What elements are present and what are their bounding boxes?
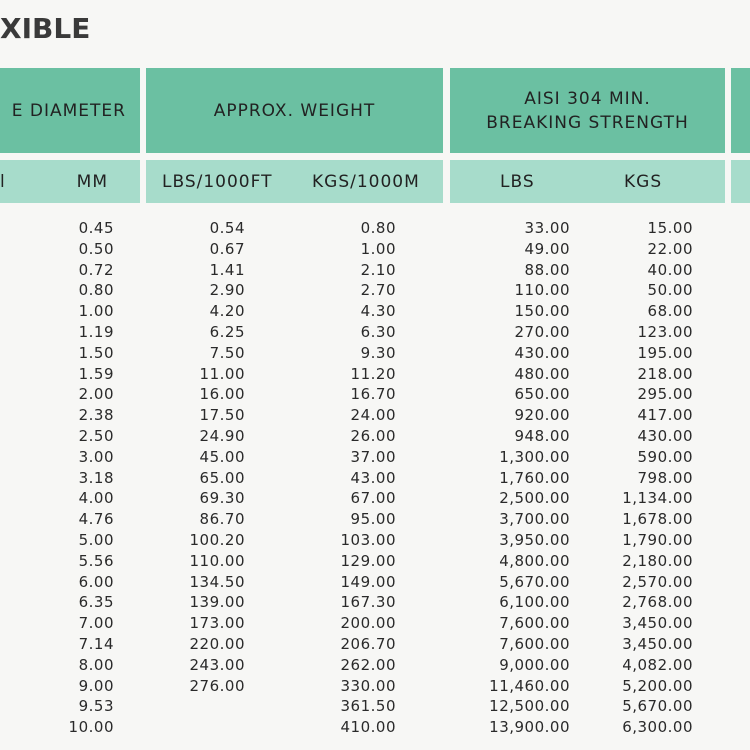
cell-kgs-per-1000m: 9.30 (360, 343, 396, 362)
table-row (0, 509, 750, 530)
cell-lbs-per-1000ft: 110.00 (189, 551, 245, 570)
cell-mm: 2.50 (78, 426, 114, 445)
cell-breaking-kgs: 5,670.00 (622, 697, 693, 716)
cell-kgs-per-1000m: 167.30 (340, 593, 396, 612)
cell-mm: 7.14 (78, 634, 114, 653)
cell-breaking-lbs: 948.00 (514, 426, 570, 445)
cell-mm: 2.00 (78, 385, 114, 404)
cell-breaking-lbs: 4,800.00 (499, 551, 570, 570)
cell-lbs-per-1000ft: 69.30 (199, 489, 245, 508)
cell-breaking-lbs: 650.00 (514, 385, 570, 404)
subheader-mm: MM (76, 171, 108, 192)
cell-lbs-per-1000ft: 220.00 (189, 634, 245, 653)
cell-kgs-per-1000m: 16.70 (350, 385, 396, 404)
cell-kgs-per-1000m: 103.00 (340, 530, 396, 549)
subheader-kgs: KGS (624, 171, 663, 192)
cell-breaking-kgs: 430.00 (637, 426, 693, 445)
cell-lbs-per-1000ft: 0.54 (209, 219, 245, 237)
cell-kgs-per-1000m: 2.70 (360, 281, 396, 300)
cell-breaking-kgs: 5,200.00 (622, 676, 693, 695)
cell-breaking-lbs: 13,900.00 (489, 718, 570, 737)
subheader-inch-fragment: l (0, 171, 6, 192)
cell-kgs-per-1000m: 2.10 (360, 260, 396, 279)
cell-kgs-per-1000m: 4.30 (360, 302, 396, 321)
table-row (0, 426, 750, 447)
cell-lbs-per-1000ft: 16.00 (199, 385, 245, 404)
page-title: XIBLE (0, 12, 91, 45)
cell-breaking-kgs: 1,134.00 (622, 489, 693, 508)
cell-kgs-per-1000m: 410.00 (340, 718, 396, 737)
cell-kgs-per-1000m: 67.00 (350, 489, 396, 508)
cell-breaking-kgs: 22.00 (647, 239, 693, 258)
table-row (0, 384, 750, 405)
subheader-next-column (731, 160, 750, 203)
cell-breaking-kgs: 295.00 (637, 385, 693, 404)
cell-mm: 10.00 (68, 718, 114, 737)
table-row (0, 301, 750, 322)
cell-kgs-per-1000m: 361.50 (340, 697, 396, 716)
cell-breaking-lbs: 11,460.00 (489, 676, 570, 695)
cell-mm: 6.00 (78, 572, 114, 591)
table-row (0, 364, 750, 385)
cell-breaking-kgs: 15.00 (647, 219, 693, 237)
cell-kgs-per-1000m: 43.00 (350, 468, 396, 487)
cell-kgs-per-1000m: 1.00 (360, 239, 396, 258)
cell-mm: 4.00 (78, 489, 114, 508)
cell-mm: 8.00 (78, 655, 114, 674)
cell-breaking-lbs: 430.00 (514, 343, 570, 362)
cell-lbs-per-1000ft: 17.50 (199, 406, 245, 425)
cell-lbs-per-1000ft: 45.00 (199, 447, 245, 466)
table-row (0, 322, 750, 343)
cell-breaking-kgs: 6,300.00 (622, 718, 693, 737)
table-row (0, 218, 750, 239)
cell-mm: 5.56 (78, 551, 114, 570)
table-row (0, 405, 750, 426)
cell-lbs-per-1000ft: 1.41 (209, 260, 245, 279)
header-weight (146, 68, 443, 153)
cell-lbs-per-1000ft: 4.20 (209, 302, 245, 321)
cell-breaking-lbs: 49.00 (524, 239, 570, 258)
cell-kgs-per-1000m: 0.80 (360, 219, 396, 237)
cell-lbs-per-1000ft: 276.00 (189, 676, 245, 695)
cell-breaking-lbs: 33.00 (524, 219, 570, 237)
cell-lbs-per-1000ft: 6.25 (209, 322, 245, 341)
cell-kgs-per-1000m: 149.00 (340, 572, 396, 591)
table-row (0, 488, 750, 509)
table-row (0, 676, 750, 697)
cell-kgs-per-1000m: 262.00 (340, 655, 396, 674)
cell-lbs-per-1000ft: 0.67 (209, 239, 245, 258)
table-row (0, 717, 750, 738)
table-row (0, 572, 750, 593)
table-row (0, 655, 750, 676)
table-row (0, 530, 750, 551)
cell-breaking-kgs: 4,082.00 (622, 655, 693, 674)
cell-breaking-kgs: 3,450.00 (622, 614, 693, 633)
table-row (0, 551, 750, 572)
cell-kgs-per-1000m: 200.00 (340, 614, 396, 633)
cell-breaking-lbs: 12,500.00 (489, 697, 570, 716)
cell-breaking-kgs: 1,678.00 (622, 510, 693, 529)
cell-lbs-per-1000ft: 11.00 (199, 364, 245, 383)
cell-mm: 3.00 (78, 447, 114, 466)
cell-breaking-lbs: 150.00 (514, 302, 570, 321)
cell-lbs-per-1000ft: 243.00 (189, 655, 245, 674)
cell-breaking-kgs: 1,790.00 (622, 530, 693, 549)
header-next-column (731, 68, 750, 153)
cell-kgs-per-1000m: 37.00 (350, 447, 396, 466)
cell-lbs-per-1000ft: 139.00 (189, 593, 245, 612)
cell-mm: 1.50 (78, 343, 114, 362)
cell-breaking-lbs: 7,600.00 (499, 634, 570, 653)
table-row (0, 280, 750, 301)
table-row (0, 239, 750, 260)
cell-lbs-per-1000ft: 173.00 (189, 614, 245, 633)
cell-breaking-kgs: 50.00 (647, 281, 693, 300)
header-diameter-label: E DIAMETER (11, 100, 126, 121)
cell-breaking-kgs: 40.00 (647, 260, 693, 279)
cell-lbs-per-1000ft: 134.50 (189, 572, 245, 591)
cell-lbs-per-1000ft: 100.20 (189, 530, 245, 549)
cell-mm: 1.59 (78, 364, 114, 383)
header-diameter (0, 68, 140, 153)
cell-breaking-lbs: 1,300.00 (499, 447, 570, 466)
cell-breaking-lbs: 7,600.00 (499, 614, 570, 633)
table-row (0, 468, 750, 489)
header-strength-line1: AISI 304 MIN. (524, 88, 651, 109)
cell-breaking-kgs: 798.00 (637, 468, 693, 487)
cell-kgs-per-1000m: 26.00 (350, 426, 396, 445)
cell-mm: 0.72 (78, 260, 114, 279)
cell-breaking-lbs: 270.00 (514, 322, 570, 341)
cell-breaking-kgs: 417.00 (637, 406, 693, 425)
header-weight-label: APPROX. WEIGHT (213, 100, 376, 121)
cell-kgs-per-1000m: 95.00 (350, 510, 396, 529)
cell-breaking-kgs: 195.00 (637, 343, 693, 362)
cell-kgs-per-1000m: 129.00 (340, 551, 396, 570)
table-row (0, 592, 750, 613)
cell-breaking-lbs: 3,700.00 (499, 510, 570, 529)
cell-breaking-kgs: 68.00 (647, 302, 693, 321)
cell-breaking-lbs: 6,100.00 (499, 593, 570, 612)
table-row (0, 634, 750, 655)
cell-lbs-per-1000ft: 65.00 (199, 468, 245, 487)
cell-lbs-per-1000ft: 2.90 (209, 281, 245, 300)
cell-lbs-per-1000ft: 86.70 (199, 510, 245, 529)
cell-breaking-kgs: 2,180.00 (622, 551, 693, 570)
cell-mm: 1.19 (78, 322, 114, 341)
cell-breaking-kgs: 3,450.00 (622, 634, 693, 653)
cell-kgs-per-1000m: 11.20 (350, 364, 396, 383)
cell-mm: 5.00 (78, 530, 114, 549)
cell-lbs-per-1000ft: 24.90 (199, 426, 245, 445)
subheader-diameter (0, 160, 140, 203)
cell-breaking-lbs: 88.00 (524, 260, 570, 279)
table-row (0, 613, 750, 634)
table-row (0, 447, 750, 468)
subheader-kgs-per-1000m: KGS/1000M (312, 171, 420, 192)
cell-mm: 1.00 (78, 302, 114, 321)
data-table (0, 218, 750, 738)
cell-breaking-kgs: 123.00 (637, 322, 693, 341)
cell-lbs-per-1000ft: 7.50 (209, 343, 245, 362)
cell-mm: 3.18 (78, 468, 114, 487)
cell-breaking-lbs: 9,000.00 (499, 655, 570, 674)
cell-mm: 9.00 (78, 676, 114, 695)
cell-breaking-lbs: 5,670.00 (499, 572, 570, 591)
cell-mm: 0.50 (78, 239, 114, 258)
cell-breaking-lbs: 480.00 (514, 364, 570, 383)
cell-kgs-per-1000m: 24.00 (350, 406, 396, 425)
subheader-weight (146, 160, 443, 203)
cell-breaking-lbs: 920.00 (514, 406, 570, 425)
header-strength-line2: BREAKING STRENGTH (486, 112, 689, 133)
subheader-lbs: LBS (500, 171, 535, 192)
cell-mm: 6.35 (78, 593, 114, 612)
cell-mm: 2.38 (78, 406, 114, 425)
subheader-lbs-per-1000ft: LBS/1000FT (162, 171, 273, 192)
cell-kgs-per-1000m: 206.70 (340, 634, 396, 653)
header-strength (450, 68, 725, 153)
table-row (0, 343, 750, 364)
table-row (0, 696, 750, 717)
cell-mm: 4.76 (78, 510, 114, 529)
subheader-strength (450, 160, 725, 203)
cell-mm: 0.45 (78, 219, 114, 237)
cell-breaking-lbs: 2,500.00 (499, 489, 570, 508)
cell-breaking-kgs: 2,570.00 (622, 572, 693, 591)
table-row (0, 260, 750, 281)
cell-breaking-lbs: 3,950.00 (499, 530, 570, 549)
cell-breaking-lbs: 110.00 (514, 281, 570, 300)
cell-kgs-per-1000m: 330.00 (340, 676, 396, 695)
cell-kgs-per-1000m: 6.30 (360, 322, 396, 341)
cell-breaking-lbs: 1,760.00 (499, 468, 570, 487)
cell-breaking-kgs: 590.00 (637, 447, 693, 466)
cell-mm: 9.53 (78, 697, 114, 716)
cell-breaking-kgs: 218.00 (637, 364, 693, 383)
cell-mm: 0.80 (78, 281, 114, 300)
cell-mm: 7.00 (78, 614, 114, 633)
cell-breaking-kgs: 2,768.00 (622, 593, 693, 612)
